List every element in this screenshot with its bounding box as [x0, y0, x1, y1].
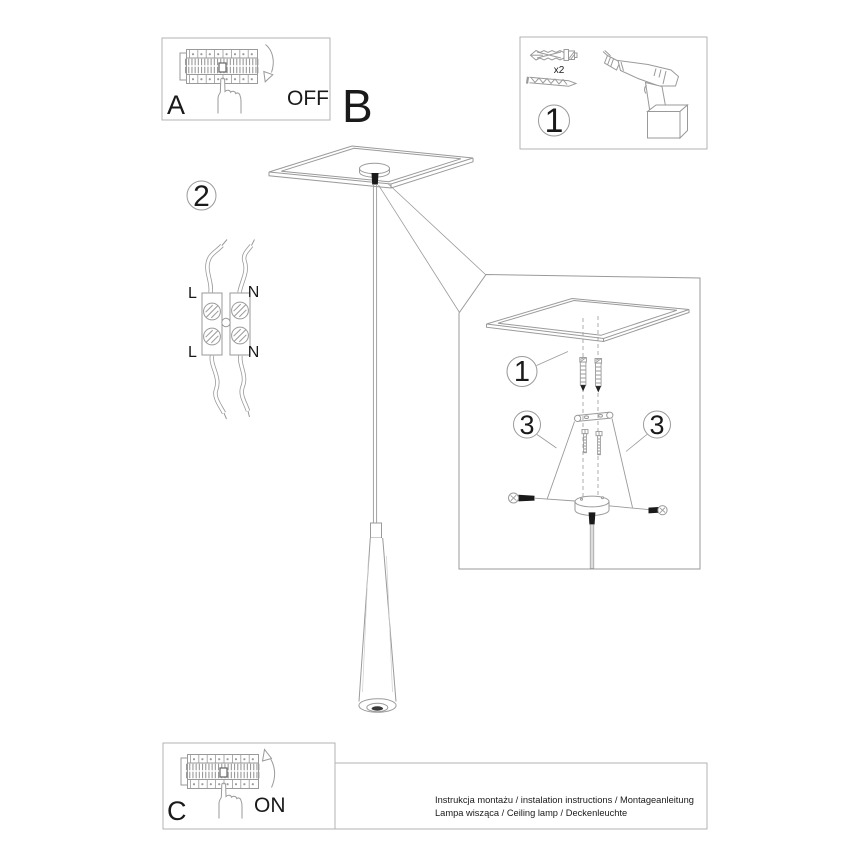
screw-count-label: x2 [553, 65, 565, 76]
terminal-block [202, 293, 250, 355]
detail-step-1-number: 1 [513, 356, 531, 388]
detail-leader-lines [379, 179, 486, 313]
arrow-up-icon [263, 750, 275, 788]
arrow-down-icon [264, 45, 273, 82]
tools-step-number: 1 [544, 102, 564, 140]
detail-step-3-right-number: 3 [649, 410, 665, 440]
footer-line-1: Instrukcja montażu / instalation instructions / Montageanleitung [435, 795, 694, 805]
terminal-label-n-bottom: N [247, 344, 260, 361]
switch-on-label: ON [254, 794, 286, 817]
cord-grip [372, 173, 379, 185]
wall-plug-icon [531, 50, 578, 61]
step-2-number: 2 [193, 180, 210, 213]
detail-cord-grip [589, 512, 596, 524]
wiring-diagram [202, 240, 255, 420]
breaker-panel-on-icon [181, 755, 260, 819]
switch-off-label: OFF [287, 87, 329, 110]
terminal-label-n-top: N [247, 284, 260, 301]
cone-shade [359, 523, 396, 712]
panel-c-label: C [167, 796, 187, 826]
terminal-label-l-bottom: L [188, 344, 197, 361]
drill-icon [603, 51, 688, 139]
terminal-label-l-top: L [188, 285, 197, 302]
pendant-lamp [269, 146, 486, 712]
detail-step-3-left-number: 3 [519, 410, 535, 440]
detail-cord [590, 525, 594, 569]
footer-title-block [435, 794, 710, 820]
step-b-label: B [342, 80, 373, 132]
breaker-switch [220, 768, 227, 777]
light-source [372, 706, 384, 710]
breaker-panel-off-icon [180, 50, 259, 114]
footer-line-2: Lampa wisząca / Ceiling lamp / Deckenleuchte [435, 807, 628, 818]
panel-a-label: A [167, 90, 186, 120]
mounting-screw-icon [527, 77, 576, 86]
suspension-cord [373, 185, 376, 523]
breaker-switch [219, 63, 226, 72]
